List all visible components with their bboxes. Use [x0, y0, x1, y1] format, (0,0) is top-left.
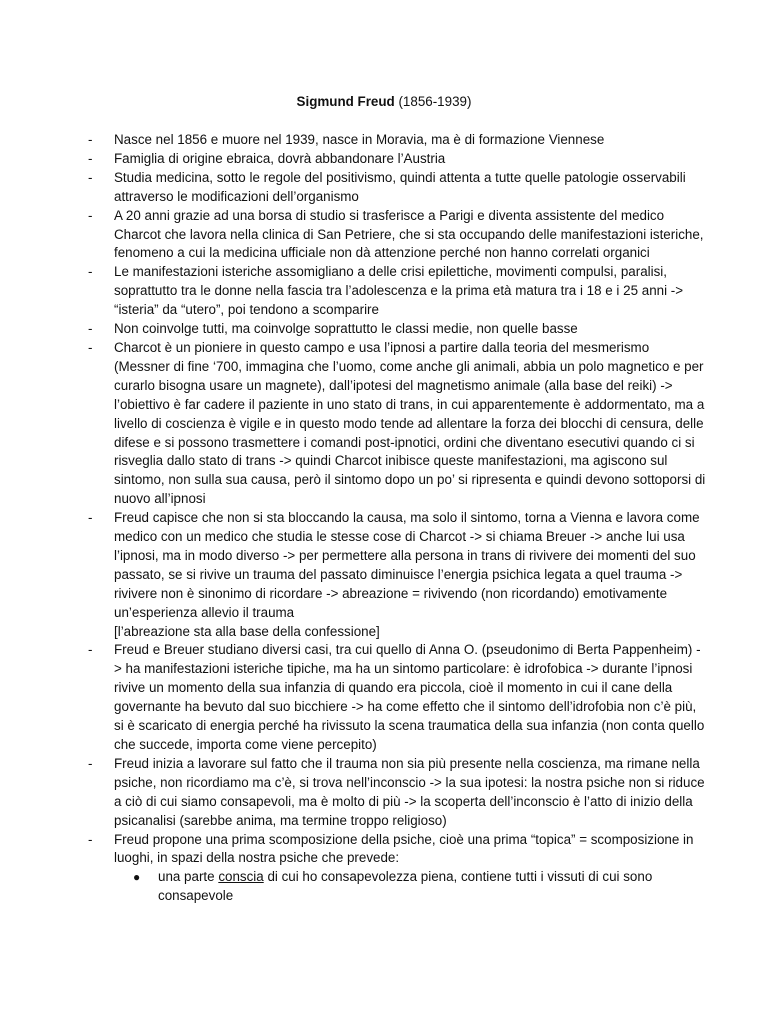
- list-item: [88, 263, 708, 320]
- sub-item-text-start: una parte: [158, 869, 219, 885]
- dash-marker: -: [88, 831, 93, 847]
- dash-marker: -: [88, 755, 93, 771]
- dash-marker: -: [88, 207, 93, 223]
- list-item-text: Freud propone una prima scomposizione della psiche, cioè una prima “topica” = scomposizione in luoghi, in spazi della nostra psiche che prevede:: [114, 831, 694, 866]
- list-item-text: Freud inizia a lavorare sul fatto che il trauma non sia più presente nella coscienza, ma rimane nella psiche, non ricordiamo ma c’è, si trova nell’inconscio -> la sua ipotesi: la nostra psiche non si riduce a ciò di cui siamo consapevoli, ma è molto di più -> la scoperta dell’inconscio è l’atto di inizio della psicanalisi (sarebbe anima, ma termine troppo religioso): [114, 755, 705, 828]
- list-item-text: Le manifestazioni isteriche assomigliano a delle crisi epilettiche, movimenti compulsi, paralisi, soprattutto tra le donne nella fascia tra l’adolescenza e la prima età matura tra i 18 e i 25 anni -> “isteria” da “utero”, poi tendono a scomparire: [114, 264, 684, 318]
- list-item: [88, 509, 708, 641]
- list-item: [88, 641, 708, 754]
- list-item: [88, 320, 708, 339]
- list-item: [88, 339, 708, 509]
- dash-marker: -: [88, 150, 93, 166]
- list-item: [88, 169, 708, 207]
- list-item-text: Charcot è un pioniere in questo campo e usa l’ipnosi a partire dalla teoria del mesmerismo (Messner di fine ‘700, immagina che l’uomo, come anche gli animali, abbia un polo magnetico e per curarlo bisogna usare un magnete), dall’ipotesi del magnetismo animale (alla base del reiki) -> l’obiettivo è far cadere il paziente in uno stato di trans, in cui apparentemente è addormentato, ma a livello di coscienza è vigile e in questo modo tende ad allentare la forza dei blocchi di censura, delle difese e si possono trasmettere i comandi post-ipnotici, ordini che diventano esecutivi quando ci si risveglia dallo stato di trans -> quindi Charcot inibisce queste manifestazioni, ma agiscono sul sintomo, non sulla sua causa, però il sintomo dopo un po’ si ripresenta e quindi devono sottoporsi di nuovo all’ipnosi: [114, 339, 706, 507]
- sub-list-item: [114, 868, 708, 906]
- title-years: (1856-1939): [394, 94, 472, 109]
- dash-marker: -: [88, 339, 93, 355]
- list-item-text: Famiglia di origine ebraica, dovrà abbandonare l’Austria: [114, 150, 446, 166]
- dash-marker: -: [88, 510, 93, 526]
- notes-list: [88, 131, 708, 906]
- title-name: Sigmund Freud: [296, 94, 395, 109]
- list-item: [88, 207, 708, 264]
- underlined-term: conscia: [218, 869, 264, 885]
- page-title: [0, 93, 768, 111]
- list-item-text: Studia medicina, sotto le regole del positivismo, quindi attenta a tutte quelle patologie osservabili attraverso le modificazioni dell’organismo: [114, 169, 686, 204]
- dash-marker: -: [88, 642, 93, 658]
- list-item-text: A 20 anni grazie ad una borsa di studio si trasferisce a Parigi e diventa assistente del medico Charcot che lavora nella clinica di San Petriere, che si sta occupando delle manifestazioni isteriche, fenomeno a cui la medicina ufficiale non dà attenzione perché non hanno correlati organici: [114, 207, 704, 261]
- list-item: [88, 150, 708, 169]
- list-item: [88, 131, 708, 150]
- list-item-text: Freud capisce che non si sta bloccando la causa, ma solo il sintomo, torna a Vienna e lavora come medico con un medico che studia le stesse cose di Charcot -> si chiama Breuer -> anche lui usa l’ipnosi, ma in modo diverso -> per permettere alla persona in trans di rivivere dei momenti del suo passato, se si rivive un trauma del passato diminuisce l’energia psichica legata a quel trauma -> rivivere non è sinonimo di ricordare -> abreazione = rivivendo (non ricordando) emotivamente un’esperienza allevio il trauma [l’abreazione sta alla base della confessione]: [114, 510, 700, 639]
- dash-marker: -: [88, 169, 93, 185]
- sub-item-text-end: di cui ho consapevolezza piena, contiene tutti i vissuti di cui sono consapevole: [158, 869, 653, 904]
- sub-list: [114, 868, 708, 906]
- dash-marker: -: [88, 321, 93, 337]
- list-item-text: Freud e Breuer studiano diversi casi, tra cui quello di Anna O. (pseudonimo di Berta Pappenheim) -> ha manifestazioni isteriche tipiche, ma ha un sintomo particolare: è idrofobica -> durante l’ipnosi rivive un momento della sua infanzia di quando era piccola, cioè il momento in cui il cane della governante ha bevuto dal suo bicchiere -> ha come effetto che il sintomo dell’idrofobia non c’è più, si è scaricato di energia perché ha rivissuto la scena traumatica della sua infanzia (non conta quello che succede, importa come viene percepito): [114, 642, 705, 752]
- list-item: [88, 755, 708, 831]
- list-item: [88, 831, 708, 907]
- dash-marker: -: [88, 264, 93, 280]
- dash-marker: -: [88, 132, 93, 147]
- bullet-marker: ●: [133, 870, 141, 885]
- list-item-text: Non coinvolge tutti, ma coinvolge soprattutto le classi medie, non quelle basse: [114, 321, 578, 337]
- list-item-text: Nasce nel 1856 e muore nel 1939, nasce in Moravia, ma è di formazione Viennese: [114, 132, 605, 147]
